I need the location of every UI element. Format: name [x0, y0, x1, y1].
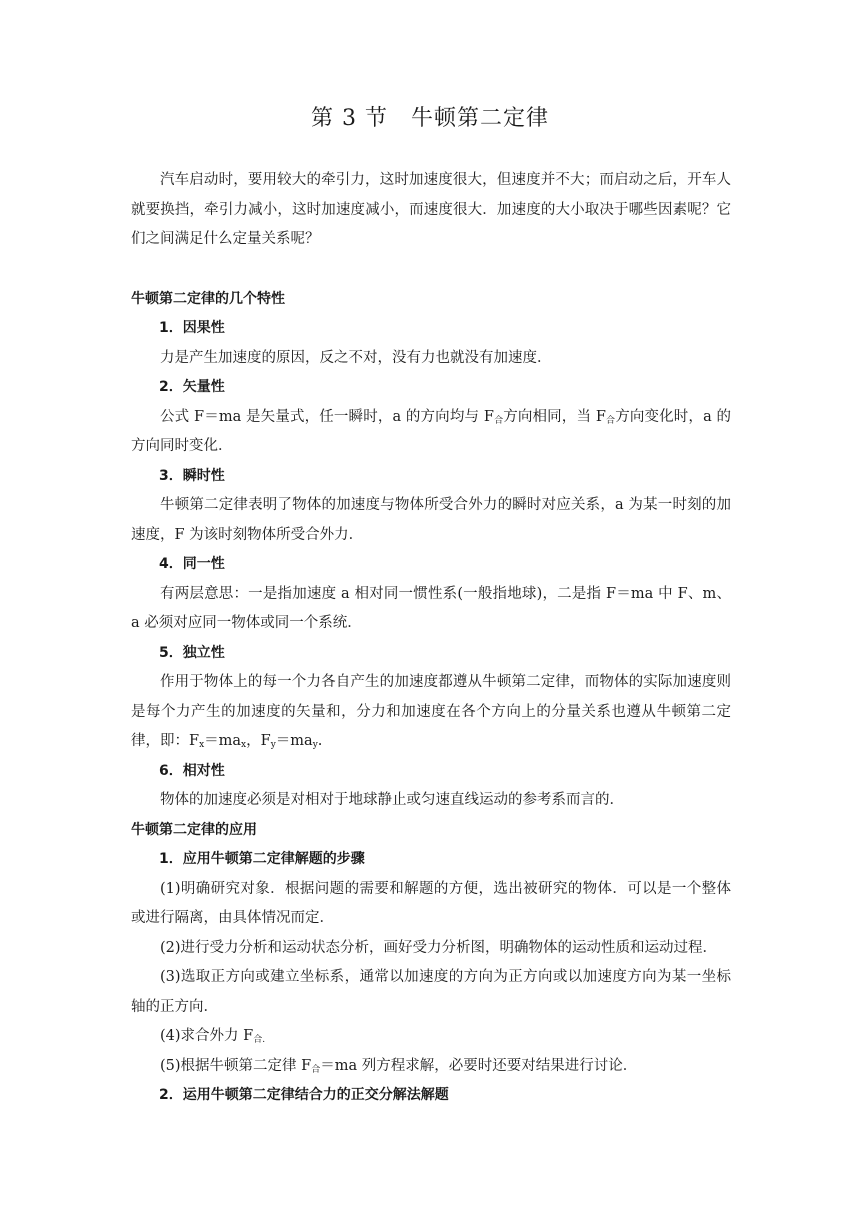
step-4-text: (4)求合外力 F — [160, 1028, 254, 1044]
subscript-net: 合 — [493, 415, 504, 426]
subscript-x: x — [241, 740, 247, 750]
item-text-relativity: 物体的加速度必须是对相对于地球静止或匀速直线运动的参考系而言的． — [160, 792, 624, 808]
vector-text-b: 方向相同，当 F — [503, 408, 606, 425]
section-heading-properties: 牛顿第二定律的几个特性 — [131, 290, 285, 307]
step-1: (1)明确研究对象．根据问题的需要和解题的方便，选出被研究的物体．可以是一个整体或进行隔离，由具体情况而定． — [131, 880, 731, 926]
subscript-net: 合 — [311, 1064, 321, 1075]
subscript-net: 合 — [605, 415, 616, 426]
subscript-net: 合. — [253, 1035, 266, 1045]
item-label-independence: 5．独立性 — [159, 644, 225, 661]
equation-part: ＝ma — [275, 733, 313, 749]
document-body — [131, 166, 731, 1111]
item-text-independence — [131, 668, 731, 757]
item-label-identity: 4．同一性 — [159, 556, 225, 572]
equation-part: ＝ma — [204, 733, 242, 749]
intro-paragraph: 汽车启动时，要用较大的牵引力，这时加速度很大，但速度并不大；而启动之后，开车人就要换挡，牵引力减小，这时加速度减小，而速度很大．加速度的大小取决于哪些因素呢？它们之间满足什么定量关系呢？ — [131, 172, 731, 247]
subheading-steps: 1．应用牛顿第二定律解题的步骤 — [159, 851, 365, 867]
item-label-instantaneity: 3．瞬时性 — [159, 467, 225, 484]
section-heading-application: 牛顿第二定律的应用 — [131, 821, 257, 838]
step-5-text-b: ＝ma 列方程求解，必要时还要对结果进行讨论． — [320, 1057, 638, 1074]
item-text-instantaneity: 牛顿第二定律表明了物体的加速度与物体所受合外力的瞬时对应关系，a 为某一时刻的加速度，F 为该时刻物体所受合外力． — [131, 497, 731, 543]
subscript-x: x — [199, 740, 205, 750]
equation-end: . — [317, 733, 323, 749]
item-text-causality: 力是产生加速度的原因，反之不对，没有力也就没有加速度． — [160, 349, 552, 366]
item-label-vector: 2．矢量性 — [159, 379, 225, 395]
subscript-y: y — [270, 740, 276, 750]
item-text-identity: 有两层意思：一是指加速度 a 相对同一惯性系(一般指地球)，二是指 F＝ma 中 F、m、a 必须对应同一物体或同一个系统． — [131, 585, 731, 631]
independence-text: 作用于物体上的每一个力各自产生的加速度都遵从牛顿第二定律，而物体的实际加速度则是每个力产生的加速度的矢量和，分力和加速度在各个方向上的分量关系也遵从牛顿第二定律，即：F — [131, 674, 731, 749]
page-title: 第 3 节 牛顿第二定律 — [311, 106, 549, 131]
vector-text-c: 方向变化时，a 的方向同时变化． — [131, 408, 731, 454]
item-text-vector — [131, 403, 731, 462]
subscript-y: y — [312, 740, 318, 750]
step-2: (2)进行受力分析和运动状态分析，画好受力分析图，明确物体的运动性质和运动过程． — [160, 939, 718, 956]
item-label-causality: 1．因果性 — [159, 320, 225, 336]
subheading-orthogonal: 2．运用牛顿第二定律结合力的正交分解法解题 — [159, 1087, 449, 1103]
step-4 — [131, 1022, 731, 1052]
vector-text-a: 公式 F＝ma 是矢量式，任一瞬时，a 的方向均与 F — [160, 408, 494, 425]
step-3: (3)选取正方向或建立坐标系，通常以加速度的方向为正方向或以加速度方向为某一坐标轴的正方向． — [131, 969, 731, 1015]
equation-part: ，F — [246, 733, 271, 749]
step-5-text-a: (5)根据牛顿第二定律 F — [160, 1057, 312, 1074]
item-label-relativity: 6．相对性 — [159, 762, 225, 779]
step-5 — [131, 1052, 731, 1082]
